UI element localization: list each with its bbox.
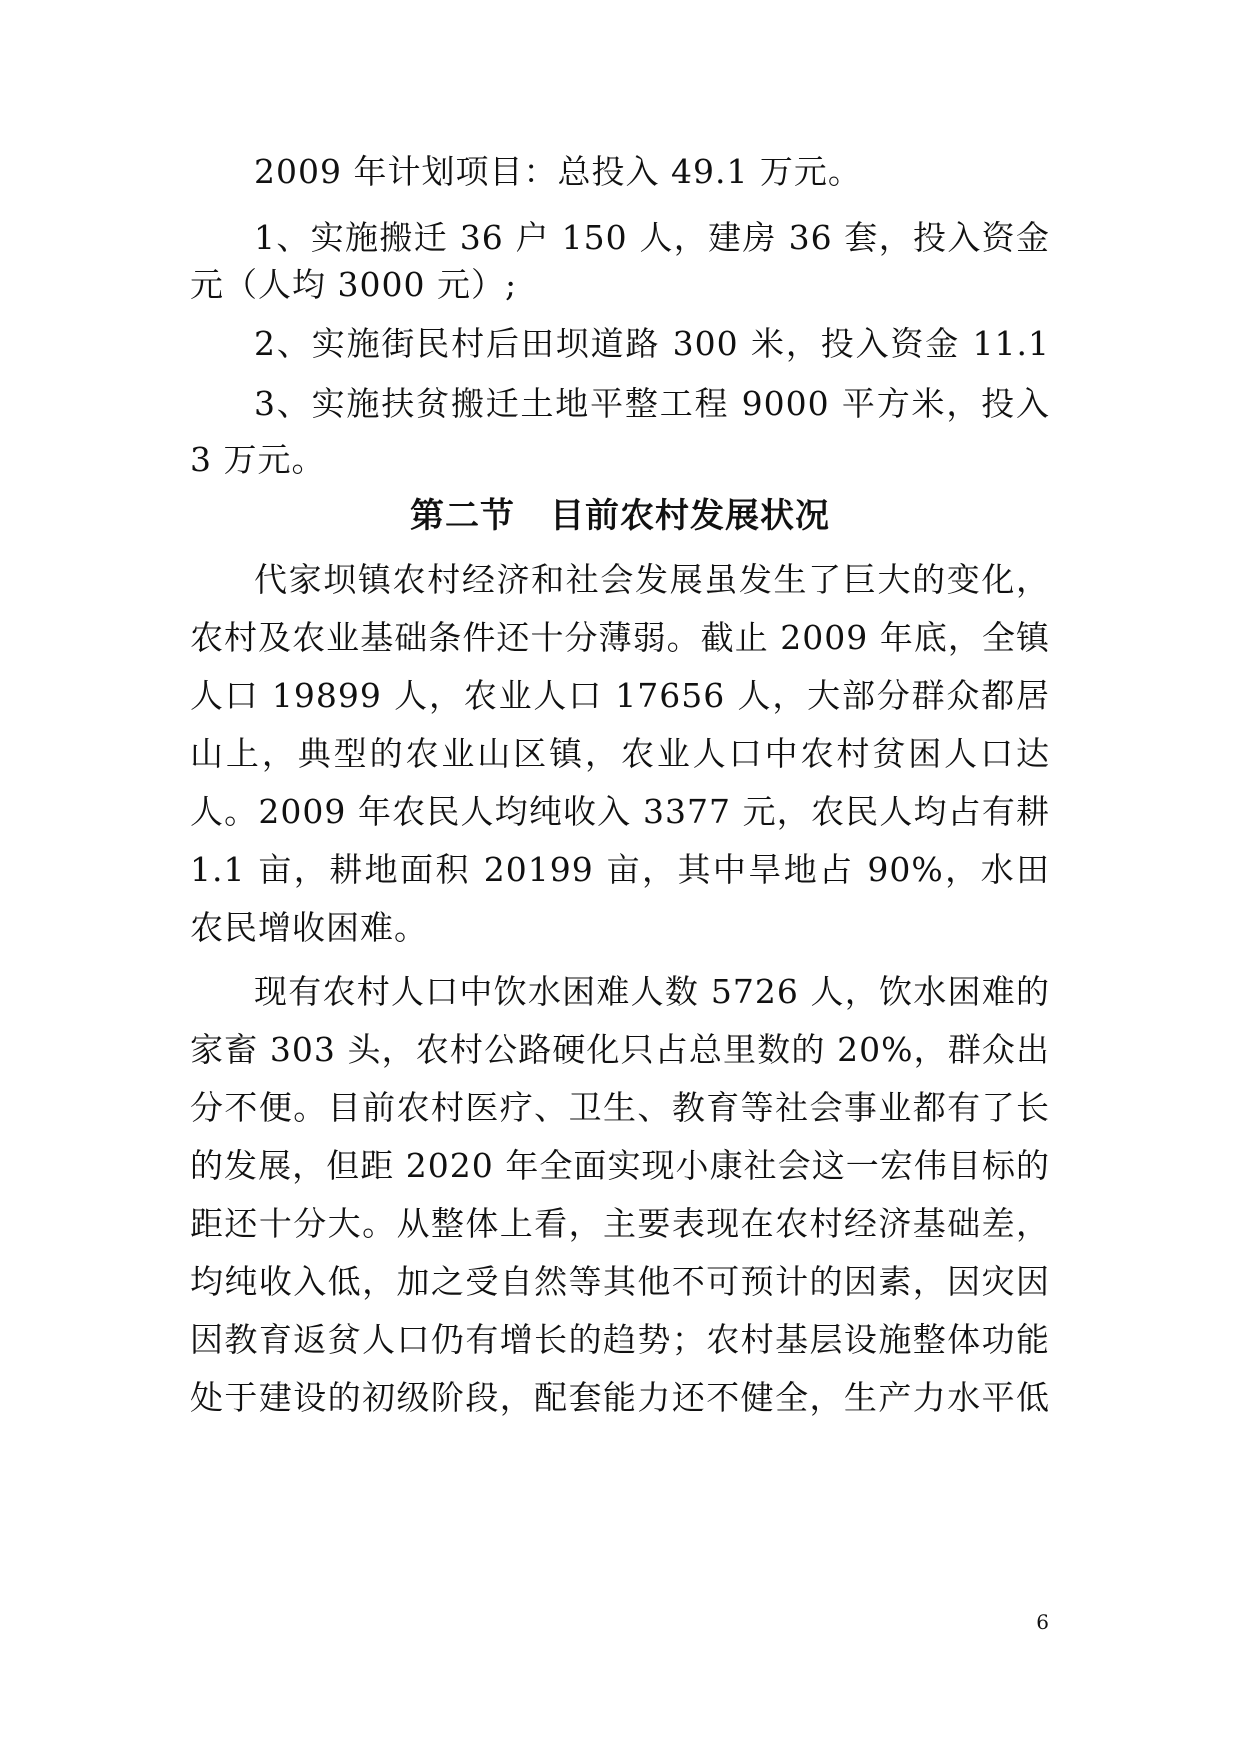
paragraph-line: 均纯收入低，加之受自然等其他不可预计的因素，因灾因: [190, 1262, 1050, 1301]
plan-item-1-line-1: 1、实施搬迁 36 户 150 人，建房 36 套，投入资金: [254, 218, 1050, 257]
paragraph-line: 人口 19899 人，农业人口 17656 人，大部分群众都居: [190, 676, 1050, 715]
paragraph-line: 1.1 亩，耕地面积 20199 亩，其中旱地占 90%，水田: [190, 850, 1050, 889]
paragraph-line: 距还十分大。从整体上看，主要表现在农村经济基础差，: [190, 1204, 1050, 1243]
section-heading: 第二节 目前农村发展状况: [410, 496, 830, 536]
paragraph-line: 的发展，但距 2020 年全面实现小康社会这一宏伟目标的: [190, 1146, 1050, 1185]
paragraph-line: 代家坝镇农村经济和社会发展虽发生了巨大的变化，: [254, 560, 1050, 599]
plan-item-3-line-2: 3 万元。: [190, 440, 326, 479]
paragraph-line: 现有农村人口中饮水困难人数 5726 人，饮水困难的: [254, 972, 1050, 1011]
paragraph-line: 农村及农业基础条件还十分薄弱。截止 2009 年底，全镇: [190, 618, 1050, 657]
paragraph-line: 家畜 303 头，农村公路硬化只占总里数的 20%，群众出: [190, 1030, 1050, 1069]
page-number: 6: [1036, 1610, 1049, 1634]
paragraph-line: 山上，典型的农业山区镇，农业人口中农村贫困人口达: [190, 734, 1050, 773]
paragraph-line: 分不便。目前农村医疗、卫生、教育等社会事业都有了长: [190, 1088, 1050, 1127]
paragraph-line: 人。2009 年农民人均纯收入 3377 元，农民人均占有耕: [190, 792, 1050, 831]
plan-item-1-line-2: 元（人均 3000 元）;: [190, 265, 518, 304]
plan-item-3-line-1: 3、实施扶贫搬迁土地平整工程 9000 平方米，投入: [254, 384, 1050, 423]
paragraph-line: 因教育返贫人口仍有增长的趋势；农村基层设施整体功能: [190, 1320, 1050, 1359]
plan-item-2: 2、实施街民村后田坝道路 300 米，投入资金 11.1: [254, 324, 1050, 363]
paragraph-line: 农民增收困难。: [190, 908, 428, 947]
paragraph-line: 处于建设的初级阶段，配套能力还不健全，生产力水平低: [190, 1378, 1050, 1417]
plan-summary: 2009 年计划项目：总投入 49.1 万元。: [254, 152, 862, 191]
